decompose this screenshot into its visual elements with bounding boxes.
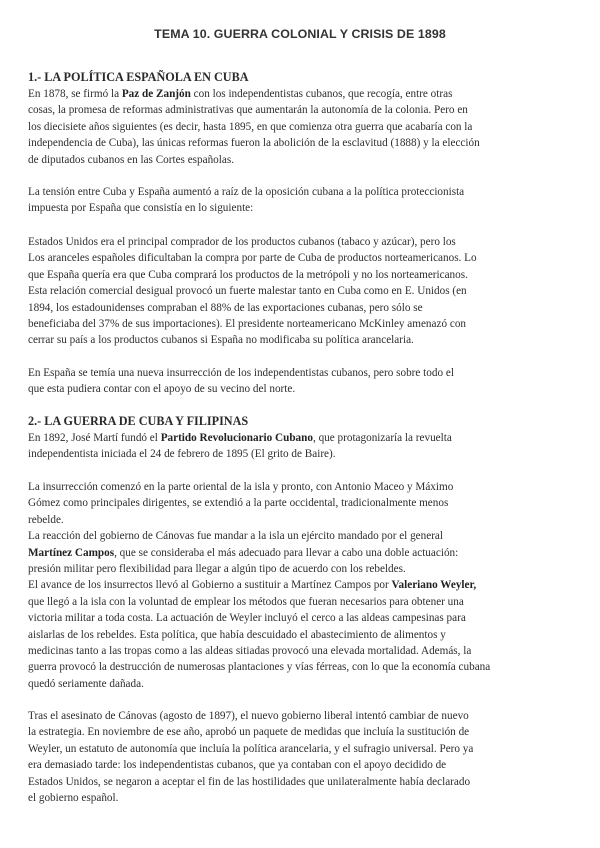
text-line: Esta relación comercial desigual provocó un fuerte malestar tanto en Cuba como en E. Unidos (en xyxy=(28,285,467,298)
section-heading-guerra: 2.- LA GUERRA DE CUBA Y FILIPINAS xyxy=(28,414,249,428)
text-run: con los independentistas cubanos, que recogía, entre otras xyxy=(190,88,453,100)
text-line: de diputados cubanos en las Cortes españolas. xyxy=(28,153,234,166)
text-line: quedó seriamente dañada. xyxy=(28,677,144,690)
text-line: Estados Unidos, se negaron a aceptar el fin de las hostilidades que unilateralmente había declarado xyxy=(28,775,471,788)
paragraph-estados-unidos xyxy=(28,234,574,349)
bold-term-partido: Partido Revolucionario Cubano xyxy=(160,432,313,444)
text-line: presión militar pero flexibilidad para llegar a algún tipo de acuerdo con los rebeldes. xyxy=(28,563,406,576)
text-line: La insurrección comenzó en la parte oriental de la isla y pronto, con Antonio Maceo y Máximo xyxy=(28,481,454,493)
bold-term-paz-zanjon: Paz de Zanjón xyxy=(121,88,191,100)
text-run: En 1892, José Martí fundó el xyxy=(28,432,161,444)
text-line: Tras el asesinato de Cánovas (agosto de 1897), el nuevo gobierno liberal intentó cambiar de nuevo xyxy=(28,710,469,722)
text-line: independentista iniciada el 24 de febrero de 1895 (El grito de Baire). xyxy=(28,448,336,461)
text-line: cerrar su país a los productos cubanos si España no modificaba su política arancelaria. xyxy=(28,334,414,347)
text-run: , que se consideraba el más adecuado para llevar a cabo una doble actuación: xyxy=(114,546,459,559)
paragraph-paz-zanjon xyxy=(28,86,574,168)
paragraph-jose-marti xyxy=(28,430,574,463)
text-run: En 1878, se firmó la xyxy=(28,88,122,100)
text-line xyxy=(28,430,574,446)
text-line: la estrategia. En noviembre de ese año, aprobó un paquete de medidas que incluía la sustitución de xyxy=(28,726,470,739)
text-line: rebelde. xyxy=(28,513,64,526)
paragraph-tension xyxy=(28,184,574,217)
text-line: los diecisiete años siguientes (es decir, hasta 1895, en que comienza otra guerra que acabaría con la xyxy=(28,120,473,133)
text-line: impuesta por España que consistía en lo siguiente: xyxy=(28,202,254,215)
text-line: Weyler, un estatuto de autonomía que incluía la política arancelaria, y el sufragio universal. Pero ya xyxy=(28,742,474,755)
text-line: Gómez como principales dirigentes, se extendió a la parte occidental, tradicionalmente menos xyxy=(28,497,449,510)
text-line: cosas, la promesa de reformas administrativas que aumentarán la autonomía de la colonia. Pero en xyxy=(28,104,468,117)
text-line: beneficiaba del 37% de sus importaciones). El presidente norteamericano McKinley amenazó con xyxy=(28,318,467,331)
text-line: que esta pudiera contar con el apoyo de su vecino del norte. xyxy=(28,383,296,396)
paragraph-insurreccion xyxy=(28,479,574,692)
text-line: guerra provocó la destrucción de numerosas plantaciones y vías férreas, con lo que la economía cubana xyxy=(28,661,491,674)
paragraph-insurreccion-temor xyxy=(28,365,574,398)
text-line: 1894, los estadounidenses compraban el 88% de las exportaciones cubanas, pero sólo se xyxy=(28,301,423,314)
text-line: independencia de Cuba), las únicas reformas fueron la abolición de la esclavitud (1888) y la elección xyxy=(28,137,480,150)
text-line: La reacción del gobierno de Cánovas fue mandar a la isla un ejército mandado por el general xyxy=(28,530,444,543)
text-line: era demasiado tarde: los independentistas cubanos, que ya contaban con el apoyo decidido de xyxy=(28,759,447,772)
section-heading-politica: 1.- LA POLÍTICA ESPAÑOLA EN CUBA xyxy=(28,70,249,84)
text-run: , que protagonizaría la revuelta xyxy=(312,432,452,444)
text-line: medicinas tanto a las tropas como a las aldeas sitiadas provocó una elevada mortalidad. Además, la xyxy=(28,645,472,658)
paragraph-canovas xyxy=(28,708,574,806)
text-line xyxy=(28,545,574,561)
document-title: TEMA 10. GUERRA COLONIAL Y CRISIS DE 1898 xyxy=(154,27,446,41)
text-line xyxy=(28,86,574,102)
text-line: La tensión entre Cuba y España aumentó a raíz de la oposición cubana a la política proteccionista xyxy=(28,186,465,198)
text-line: Los aranceles españoles dificultaban la compra por parte de Cuba de productos norteamericanos. Lo xyxy=(28,252,477,265)
text-line: En España se temía una nueva insurrección de los independentistas cubanos, pero sobre todo el xyxy=(28,367,454,379)
text-run: El avance de los insurrectos llevó al Gobierno a sustituir a Martínez Campos por xyxy=(28,579,392,592)
text-line xyxy=(28,577,574,593)
text-line: victoria militar a toda costa. La actuación de Weyler incluyó el cerco a las aldeas campesinas para xyxy=(28,612,466,625)
text-line: que España quería era que Cuba comprará los productos de la metrópoli y no los norteamericanos. xyxy=(28,268,468,281)
text-line: el gobierno español. xyxy=(28,792,119,805)
text-line: que llegó a la isla con la voluntad de emplear los métodos que fueran necesarios para obtener una xyxy=(28,595,464,608)
text-line: Estados Unidos era el principal comprador de los productos cubanos (tabaco y azúcar), pero los xyxy=(28,236,456,248)
bold-term-martinez-campos: Martínez Campos xyxy=(28,546,115,559)
bold-term-weyler: Valeriano Weyler, xyxy=(391,579,477,592)
text-line: aislarlas de los rebeldes. Esta política, que había descuidado el abastecimiento de alimentos y xyxy=(28,628,446,641)
